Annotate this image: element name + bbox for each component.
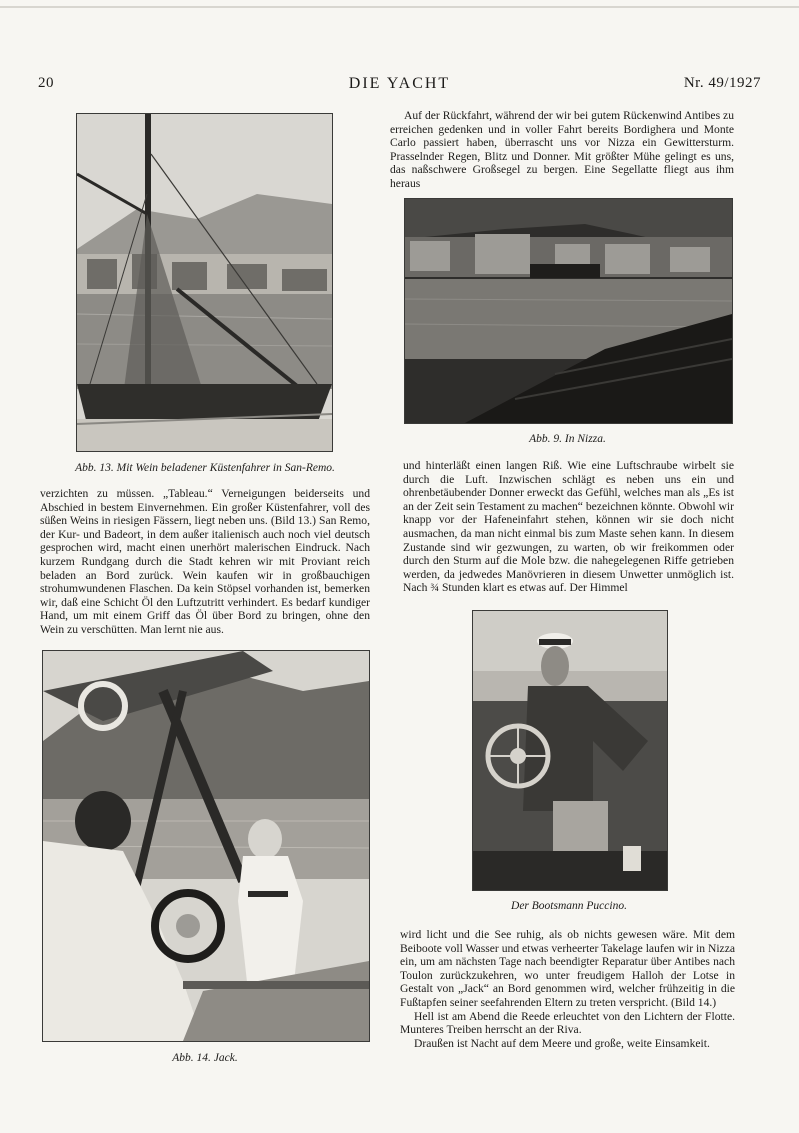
paragraph: Auf der Rückfahrt, während der wir bei gutem Rückenwind Antibes zu erreichen gedenken und in voller Fahrt bereits Bordighera und Monte Carlo passiert haben, überrascht uns vor Nizza ein Gewittersturm. Prasselnder Regen, Blitz und Donner. Mit größter Mühe gelingt es uns, das naßschwere Großsegel zu bergen. Eine Segellatte fliegt aus ihm heraus: [390, 109, 734, 190]
caption-fig-14: Abb. 14. Jack.: [172, 1052, 238, 1064]
page-number: 20: [38, 75, 54, 91]
paragraph: wird licht und die See ruhig, als ob nichts gewesen wäre. Mit dem Beiboote voll Wasser und etwas verheerter Takelage laufen wir in Nizza ein, um am nächsten Tage nach beendigter Reparatur über Antibes nach Toulon zurückzukehren, wo unter freudigem Halloh der Lotse in Gestalt von „Jack“ an Bord genommen wird, welcher frühzeitig in die Fußtapfen seiner seefahrenden Eltern zu treten verspricht. (Bild 14.): [400, 928, 735, 1009]
photo-coastal-boat-san-remo: [76, 113, 333, 452]
caption-fig-13: Abb. 13. Mit Wein beladener Küstenfahrer in San-Remo.: [75, 462, 335, 474]
paragraph: Hell ist am Abend die Reede erleuchtet von den Lichtern der Flotte. Munteres Treiben herrscht an der Riva.: [400, 1009, 735, 1037]
paragraph: Draußen ist Nacht auf dem Meere und große, weite Einsamkeit.: [414, 1036, 710, 1050]
scan-edge: [0, 6, 799, 8]
issue-number: Nr. 49/1927: [683, 75, 761, 91]
text-right-top: [390, 109, 734, 191]
text-right-middle: [403, 459, 734, 595]
paragraph: verzichten zu müssen. „Tableau.“ Verneigungen beiderseits und Abschied in bestem Einvernehmen. Ein großer Küstenfahrer, voll des süßen Weins in riesigen Fässern, liegt neben uns. (Bild 13.) San Remo, der Kur- und Badeort, in dem außer italienisch auch noch viel deutsch gesprochen wird, macht einen unerhört malerischen Eindruck. Nach kurzem Rundgang durch die Stadt kehren wir mit Proviant reich beladen an Bord zurück. Wein kaufen wir in großbauchigen strohumwundenen Flaschen. Da kein Stöpsel vorhanden ist, bemerken wir, daß eine Schicht Öl den Luftzutritt verhindert. Es bedarf kundiger Hand, um mit einem Griff das Öl über Bord zu bringen, ohne den Wein zu verschütten. Man lernt nie aus.: [40, 487, 370, 636]
caption-fig-9: Abb. 9. In Nizza.: [529, 433, 606, 445]
paragraph: und hinterläßt einen langen Riß. Wie eine Luftschraube wirbelt sie durch die Luft. Inzwischen schlägt es neben uns ein und ohrenbetäubender Donner erweckt das Gefühl, welches man als „Es ist an der Zeit sein Testament zu machen“ bezeichnen könnte. Obwohl wir knapp vor der Hafeneinfahrt stehen, können wir sie doch nicht ausmachen, da man nicht einmal bis zum Maste sehen kann. In diesem Zustande sind wir gezwungen, zu warten, ob wir freikommen oder durch den Sturm auf die Mole bzw. die nahegelegenen Riffe getrieben werden, da jedwedes Manövrieren in diesem Unwetter unmöglich ist. Nach ¾ Stunden klart es etwas auf. Der Himmel: [403, 459, 734, 595]
text-left-middle: [40, 487, 370, 637]
photo-jack-on-deck: [42, 650, 370, 1042]
photo-harbour-nice: [404, 198, 733, 424]
text-right-bottom: [400, 928, 735, 1050]
caption-puccino: Der Bootsmann Puccino.: [511, 900, 627, 912]
photo-boatswain-puccino: [472, 610, 668, 891]
journal-title: DIE YACHT: [348, 75, 451, 92]
